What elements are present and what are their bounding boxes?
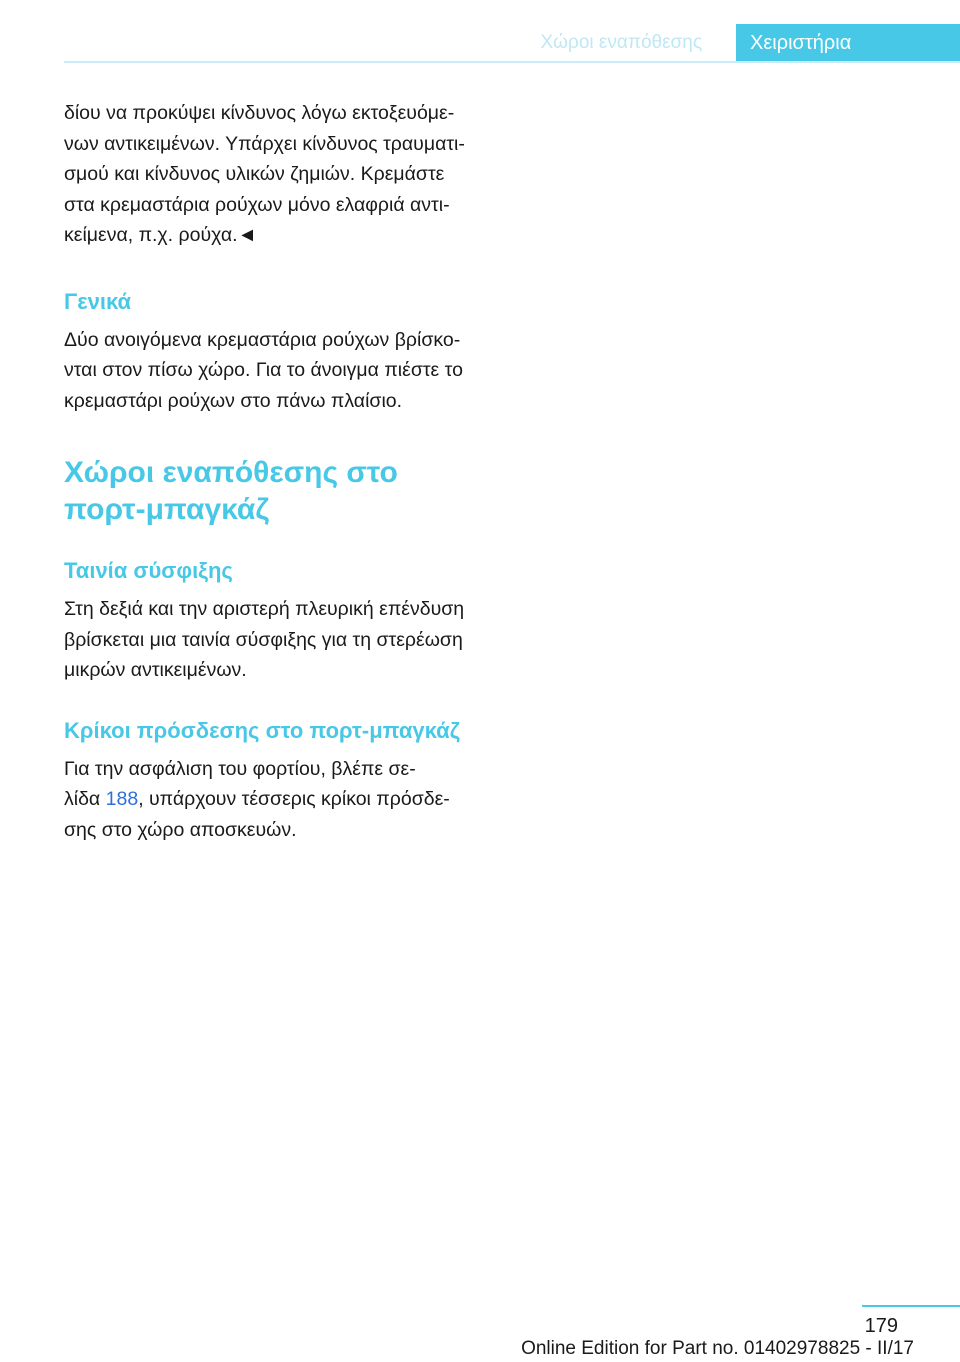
text-line: δίου να προκύψει κίνδυνος λόγω εκτοξευόμε- bbox=[64, 102, 455, 124]
rings-paragraph bbox=[64, 754, 484, 846]
text-line: Δύο ανοιγόμενα κρεμαστάρια ρούχων βρίσκο- bbox=[64, 328, 461, 351]
text-line: βρίσκεται μια ταινία σύσφιξης για τη στερέωση bbox=[64, 628, 463, 651]
content-column bbox=[64, 98, 484, 845]
heading-general: Γενικά bbox=[64, 288, 132, 314]
text-line: μικρών αντικειμένων. bbox=[64, 659, 247, 681]
text-line: λίδα bbox=[64, 788, 106, 810]
text-line: Για την ασφάλιση του φορτίου, βλέπε σε- bbox=[64, 757, 416, 780]
text-line: νται στον πίσω χώρο. Για το άνοιγμα πιέστε το bbox=[64, 359, 463, 381]
general-paragraph bbox=[64, 325, 484, 417]
text-line: σμού και κίνδυνος υλικών ζημιών. Κρεμάστε bbox=[64, 163, 445, 185]
text-line: νων αντικειμένων. Υπάρχει κίνδυνος τραυματι- bbox=[64, 132, 465, 155]
heading-lashing-rings: Κρίκοι πρόσδεσης στο πορτ-μπαγκάζ bbox=[64, 717, 460, 743]
header-chapter-tab[interactable]: Χειριστήρια bbox=[736, 24, 960, 62]
heading-line: πορτ-μπαγκάζ bbox=[64, 493, 270, 526]
text-line: Στη δεξιά και την αριστερή πλευρική επένδυση bbox=[64, 598, 465, 620]
text-line: σης στο χώρο αποσκευών. bbox=[64, 818, 297, 841]
text-line: κείμενα, π.χ. ρούχα.◄ bbox=[64, 224, 257, 246]
edition-note: Online Edition for Part no. 01402978825 - II/17 bbox=[521, 1338, 914, 1359]
strap-paragraph bbox=[64, 594, 484, 686]
footer-divider bbox=[862, 1305, 960, 1307]
page-reference-link[interactable]: 188 bbox=[105, 788, 139, 810]
text-line: κρεμαστάρι ρούχων στο πάνω πλαίσιο. bbox=[64, 389, 403, 412]
heading-tension-strap: Ταινία σύσφιξης bbox=[64, 558, 233, 583]
heading-line: Χώροι εναπόθεσης στο bbox=[64, 456, 398, 489]
header-divider bbox=[64, 61, 960, 63]
page-header bbox=[0, 24, 960, 62]
heading-trunk-storage bbox=[64, 454, 484, 528]
intro-paragraph bbox=[64, 98, 484, 251]
header-section-title: Χώροι εναπόθεσης bbox=[540, 32, 702, 53]
text-line: στα κρεμαστάρια ρούχων μόνο ελαφριά αντι- bbox=[64, 193, 450, 216]
page-number: 179 bbox=[864, 1315, 898, 1337]
text-line: , υπάρχουν τέσσερις κρίκοι πρόσδε- bbox=[138, 788, 450, 810]
